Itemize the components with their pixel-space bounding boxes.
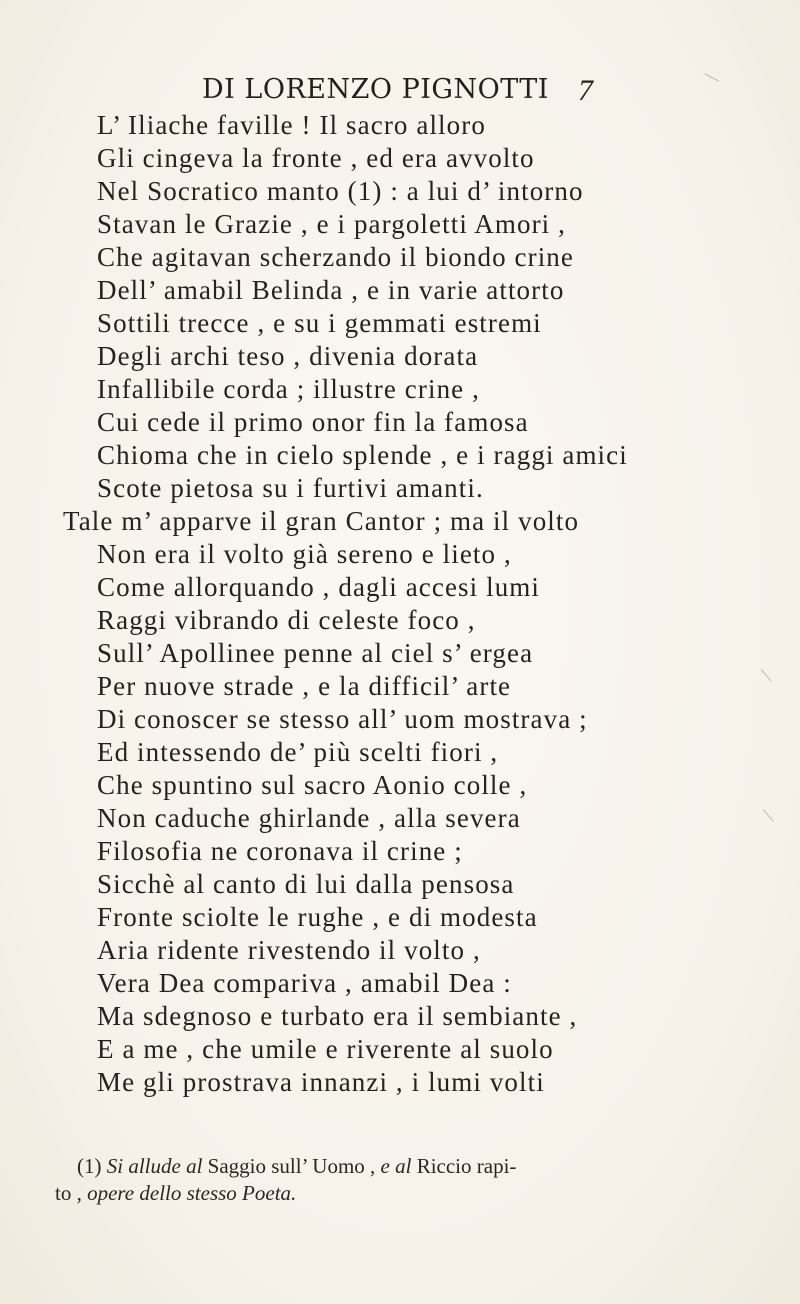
verse-line: Dell’ amabil Belinda , e in varie attorto — [97, 275, 565, 305]
verse-line: Sicchè al canto di lui dalla pensosa — [97, 869, 515, 899]
verse-line: Stavan le Grazie , e i pargoletti Amori , — [97, 209, 566, 239]
verse-line: Di conoscer se stesso all’ uom mostrava ; — [97, 704, 588, 734]
footnote-marker: (1) — [77, 1154, 102, 1178]
verse-line: L’ Iliache faville ! Il sacro alloro — [97, 110, 486, 140]
paper-scratch — [697, 73, 719, 96]
verse-line: Filosofia ne coronava il crine ; — [97, 836, 463, 866]
verse-line: Chioma che in cielo splende , e i raggi amici — [97, 440, 628, 470]
verse-line: Me gli prostrava innanzi , i lumi volti — [97, 1067, 545, 1097]
footnote-continuation — [55, 1180, 777, 1207]
verse-line: Sull’ Apollinee penne al ciel s’ ergea — [97, 638, 534, 668]
footnote-text: to , — [55, 1181, 82, 1205]
verse-line: Vera Dea compariva , amabil Dea : — [97, 968, 512, 998]
footnote-text: Riccio rapi- — [416, 1154, 517, 1178]
verse-line: Nel Socratico manto (1) : a lui d’ intorno — [97, 176, 584, 206]
verse-line: Raggi vibrando di celeste foco , — [97, 605, 476, 635]
verse-line: Ma sdegnoso e turbato era il sembiante , — [97, 1001, 578, 1031]
verse-line: Fronte sciolte le rughe , e di modesta — [97, 902, 538, 932]
verse-line: Come allorquando , dagli accesi lumi — [97, 572, 540, 602]
verse-line: Che spuntino sul sacro Aonio colle , — [97, 770, 528, 800]
verse-line: Aria ridente rivestendo il volto , — [97, 935, 481, 965]
running-title: DI LORENZO PIGNOTTI — [202, 74, 549, 105]
verse-line: Gli cingeva la fronte , ed era avvolto — [97, 143, 535, 173]
verse-line: Cui cede il primo onor fin la famosa — [97, 407, 529, 437]
verse-line: Degli archi teso , divenia dorata — [97, 341, 479, 371]
footnote — [55, 1153, 777, 1207]
verse-line: Sottili trecce , e su i gemmati estremi — [97, 308, 542, 338]
verse-line: Che agitavan scherzando il biondo crine — [97, 242, 574, 272]
verse-line: Infallibile corda ; illustre crine , — [97, 374, 480, 404]
footnote-text: Saggio sull’ Uomo , — [207, 1154, 376, 1178]
footnote-text: e al — [380, 1154, 412, 1178]
verse-line: E a me , che umile e riverente al suolo — [97, 1034, 554, 1064]
verse-line: Per nuove strade , e la difficil’ arte — [97, 671, 512, 701]
paper-scratch — [750, 809, 773, 832]
paper-scratch — [748, 669, 771, 692]
verse-line: Scote pietosa su i furtivi amanti. — [97, 473, 484, 503]
verse-line: Ed intessendo de’ più scelti fiori , — [97, 737, 499, 767]
footnote-text: Si allude al — [106, 1154, 203, 1178]
verse-line: Non era il volto già sereno e lieto , — [97, 539, 512, 569]
page-number: 7 — [578, 74, 593, 107]
footnote-text: opere dello stesso Poeta. — [87, 1181, 297, 1205]
verse-line: Non caduche ghirlande , alla severa — [97, 803, 521, 833]
verse-line: Tale m’ apparve il gran Cantor ; ma il volto — [63, 506, 580, 536]
